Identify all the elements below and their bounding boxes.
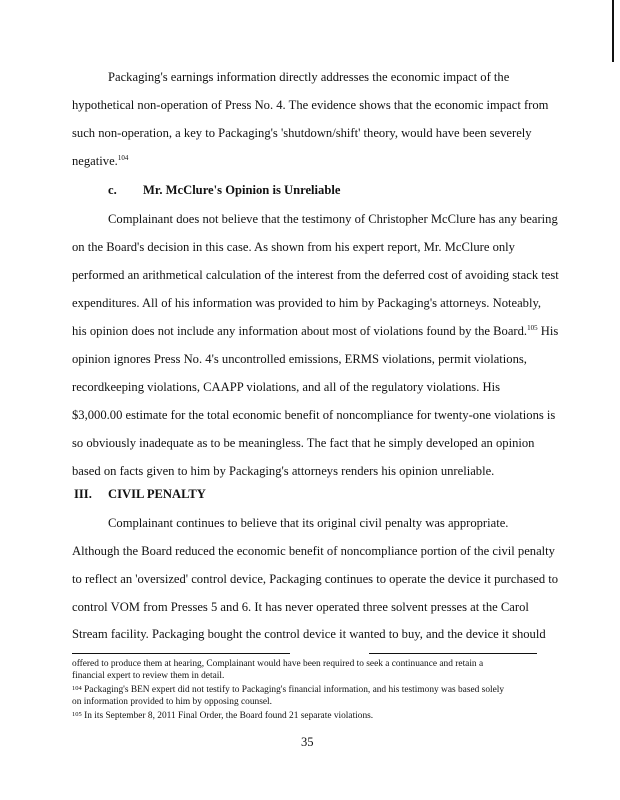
section-heading: CIVIL PENALTY — [108, 487, 206, 501]
text-line: $3,000.00 estimate for the total economic benefit of noncompliance for twenty-one violations is — [72, 408, 556, 422]
footnote-104 — [72, 685, 504, 696]
text-fragment: negative. — [72, 154, 118, 168]
text-fragment: his opinion does not include any information about most of violations found by the Board. — [72, 324, 528, 338]
text-line: performed an arithmetical calculation of the interest from the deferred cost of avoiding stack test — [72, 268, 559, 282]
text-line: opinion ignores Press No. 4's uncontrolled emissions, ERMS violations, permit violations, — [72, 352, 527, 366]
footnote-separator — [369, 653, 537, 654]
text-line: Complainant continues to believe that its original civil penalty was appropriate. — [108, 516, 509, 530]
text-line: to reflect an 'oversized' control device, Packaging continues to operate the device it purchased to — [72, 572, 559, 586]
footnote-text: Packaging's BEN expert did not testify to Packaging's financial information, and his testimony was based solely — [84, 685, 505, 695]
text-line: Complainant does not believe that the testimony of Christopher McClure has any bearing — [108, 212, 558, 226]
text-line — [72, 324, 558, 338]
text-line: control VOM from Presses 5 and 6. It has never operated three solvent presses at the Carol — [72, 600, 529, 614]
footnote-line: offered to produce them at hearing, Complainant would have been required to seek a continuance and retain a — [72, 659, 484, 669]
footnote-ref[interactable]: 104 — [117, 154, 129, 162]
text-line: based on facts given to him by Packaging's attorneys renders his opinion unreliable. — [72, 464, 495, 478]
text-line: such non-operation, a key to Packaging's 'shutdown/shift' theory, would have been severely — [72, 126, 532, 140]
text-line: expenditures. All of his information was provided to him by Packaging's attorneys. Noteably, — [72, 296, 542, 310]
text-fragment: His — [540, 324, 559, 338]
text-line: on the Board's decision in this case. As shown from his expert report, Mr. McClure only — [72, 240, 515, 254]
footnote-number: 105 — [72, 711, 82, 718]
footnote-text: In its September 8, 2011 Final Order, the Board found 21 separate violations. — [84, 711, 374, 721]
text-line — [72, 154, 128, 168]
footnote-number: 104 — [72, 685, 82, 692]
section-number: III. — [74, 487, 92, 501]
text-line: hypothetical non-operation of Press No. 4. The evidence shows that the economic impact from — [72, 98, 549, 112]
footnote-line: financial expert to review them in detail. — [72, 671, 225, 681]
footnote-separator — [72, 653, 290, 654]
footnote-line: on information provided to him by opposing counsel. — [72, 697, 272, 707]
page-number: 35 — [301, 735, 314, 749]
section-heading: Mr. McClure's Opinion is Unreliable — [143, 183, 341, 197]
text-line: recordkeeping violations, CAAPP violations, and all of the regulatory violations. His — [72, 380, 501, 394]
text-line: Packaging's earnings information directly addresses the economic impact of the — [108, 70, 510, 84]
text-line: Stream facility. Packaging bought the control device it wanted to buy, and the device it should — [72, 627, 546, 641]
footnote-105 — [72, 711, 373, 722]
footnote-ref[interactable]: 105 — [527, 324, 538, 332]
margin-bar — [612, 0, 614, 62]
section-number: c. — [108, 183, 117, 197]
text-line: Although the Board reduced the economic benefit of noncompliance portion of the civil penalty — [72, 544, 555, 558]
text-line: so obviously inadequate as to be meaningless. The fact that he simply developed an opinion — [72, 436, 535, 450]
